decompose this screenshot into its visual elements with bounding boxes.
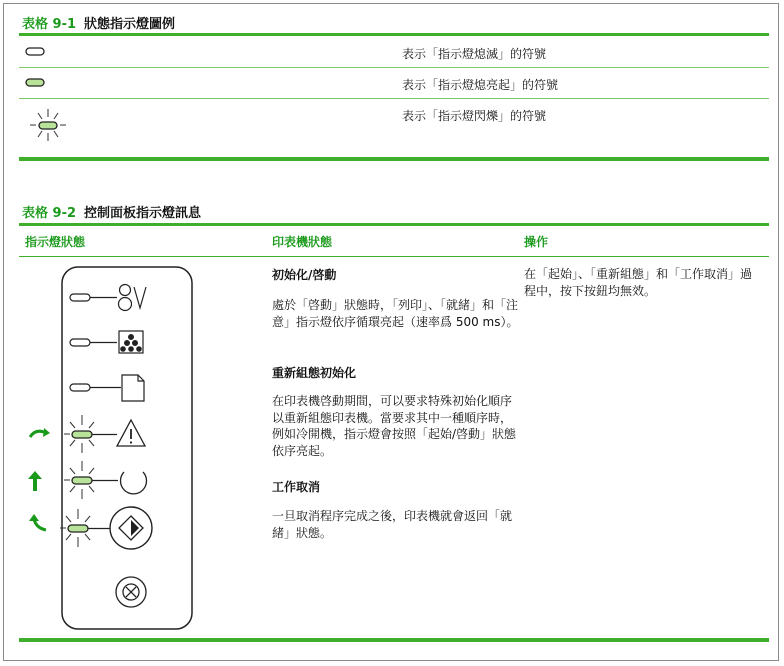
status-heading-reconfigure: 重新組態初始化 [272, 366, 357, 380]
table1-title-text: 狀態指示燈圖例 [84, 17, 176, 32]
legend-on-text: 表示「指示燈熄亮起」的符號 [402, 78, 559, 92]
table1-top-rule [19, 33, 769, 36]
status-heading-cancel-job: 工作取消 [272, 480, 321, 494]
table1-bottom-rule [19, 157, 769, 161]
row-divider [19, 67, 769, 68]
table2-number: 表格 9-2 [22, 206, 77, 221]
status-text-cancel-job: 一旦取消程序完成之後，印表機就會返回「就緒」狀態。 [272, 509, 513, 540]
column-header-led-status: 指示燈狀態 [25, 235, 86, 249]
row-divider [19, 98, 769, 99]
led-off-icon [24, 46, 48, 58]
legend-off-text: 表示「指示燈熄滅」的符號 [402, 47, 547, 61]
table2-title-text: 控制面板指示燈訊息 [84, 206, 202, 221]
action-text: 在「起始」、「重新組態」和「工作取消」過程中，按下按鈕均無效。 [524, 267, 753, 298]
table2-top-rule [19, 223, 769, 226]
status-text-initialize: 處於「啓動」狀態時，「列印」、「就緒」和「注意」指示燈依序循環亮起（速率爲 500 ms）。 [272, 298, 519, 329]
table1-title [22, 13, 175, 32]
table2-title [22, 202, 201, 221]
legend-blink-text: 表示「指示燈閃爍」的符號 [402, 109, 547, 123]
led-blinking-icon [26, 107, 70, 143]
table1-number: 表格 9-1 [22, 17, 77, 32]
status-text-reconfigure: 在印表機啓動期間，可以要求特殊初始化順序以重新組態印表機。當要求其中一種順序時，例如冷開機，指示燈會按照「起始/啓動」狀態依序亮起。 [272, 394, 517, 458]
status-heading-initialize: 初始化/啓動 [272, 268, 337, 282]
table2-bottom-rule [19, 638, 769, 642]
column-header-action: 操作 [524, 235, 549, 249]
led-on-icon [24, 77, 48, 89]
header-divider [19, 256, 769, 257]
column-header-printer-status: 印表機狀態 [272, 235, 333, 249]
control-panel-illustration [24, 265, 204, 635]
